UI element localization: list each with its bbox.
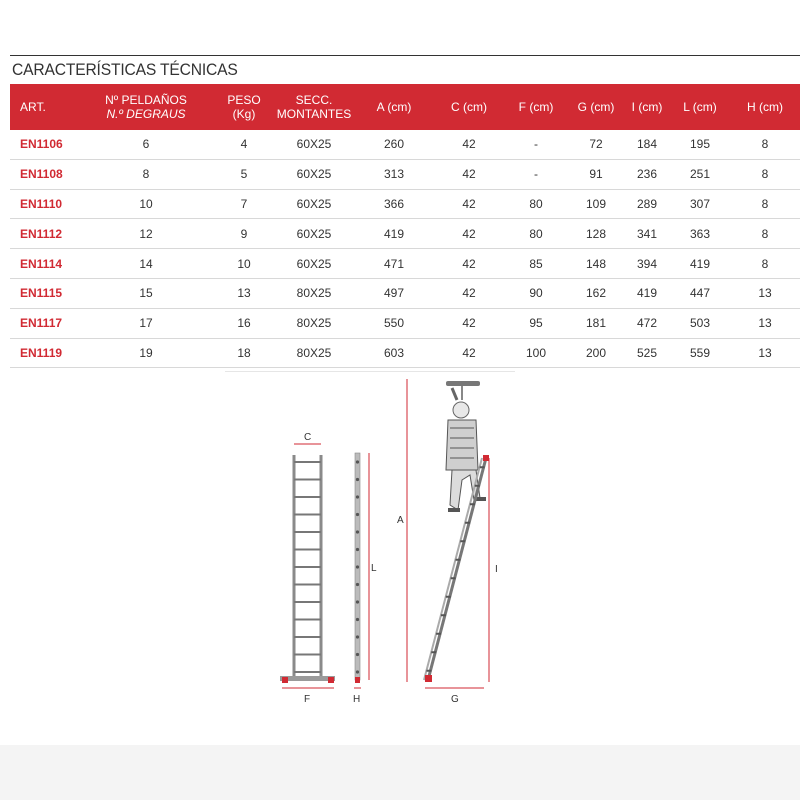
- cell-f: -: [504, 130, 568, 159]
- cell-l: 503: [670, 308, 730, 338]
- cell-h: 13: [730, 308, 800, 338]
- leaning-ladder-scene: [397, 379, 498, 705]
- cell-l: 559: [670, 338, 730, 368]
- col-i: I (cm): [624, 84, 670, 130]
- cell-secc: 60X25: [274, 130, 354, 159]
- cell-c: 42: [434, 249, 504, 279]
- side-rung-dot: [356, 600, 359, 603]
- cell-code: EN1106: [10, 130, 78, 159]
- ceiling-fixture: [446, 381, 480, 386]
- cell-f: 100: [504, 338, 568, 368]
- col-secc-label: SECC.: [295, 93, 333, 107]
- cell-code: EN1114: [10, 249, 78, 279]
- cell-peso: 13: [214, 278, 274, 308]
- bottom-band: [0, 745, 800, 800]
- cell-i: 341: [624, 219, 670, 249]
- page-title: CARACTERÍSTICAS TÉCNICAS: [12, 60, 238, 79]
- label-a: A: [397, 515, 404, 526]
- cell-f: 80: [504, 189, 568, 219]
- cell-c: 42: [434, 308, 504, 338]
- cell-peso: 9: [214, 219, 274, 249]
- side-rung-dot: [356, 583, 359, 586]
- cell-a: 366: [354, 189, 434, 219]
- side-rung-dot: [356, 635, 359, 638]
- cell-g: 148: [568, 249, 624, 279]
- cell-l: 363: [670, 219, 730, 249]
- cell-code: EN1115: [10, 278, 78, 308]
- cell-i: 525: [624, 338, 670, 368]
- cell-g: 72: [568, 130, 624, 159]
- side-view-ladder: [353, 453, 377, 705]
- col-secc-sub: MONTANTES: [276, 107, 352, 121]
- cell-a: 603: [354, 338, 434, 368]
- col-peso-label: PESO: [227, 93, 261, 107]
- cell-f: -: [504, 159, 568, 189]
- label-c: C: [304, 432, 312, 443]
- cell-h: 8: [730, 159, 800, 189]
- side-rung-dot: [356, 495, 359, 498]
- cell-code: EN1119: [10, 338, 78, 368]
- side-rung-dot: [356, 653, 359, 656]
- col-g: G (cm): [568, 84, 624, 130]
- cell-h: 13: [730, 278, 800, 308]
- cell-g: 128: [568, 219, 624, 249]
- col-a: A (cm): [354, 84, 434, 130]
- cell-code: EN1108: [10, 159, 78, 189]
- label-f: F: [304, 694, 311, 705]
- cell-i: 394: [624, 249, 670, 279]
- cell-code: EN1112: [10, 219, 78, 249]
- label-l: L: [371, 563, 377, 574]
- cell-c: 42: [434, 159, 504, 189]
- cell-peldanos: 12: [78, 219, 214, 249]
- cell-f: 90: [504, 278, 568, 308]
- foot-right: [328, 677, 334, 683]
- side-rung-dot: [356, 530, 359, 533]
- cell-l: 251: [670, 159, 730, 189]
- col-peldanos-label: Nº PELDAÑOS: [105, 93, 187, 107]
- cell-i: 236: [624, 159, 670, 189]
- cell-secc: 80X25: [274, 338, 354, 368]
- cell-l: 195: [670, 130, 730, 159]
- side-rung-dot: [356, 618, 359, 621]
- cell-l: 447: [670, 278, 730, 308]
- cell-peso: 5: [214, 159, 274, 189]
- side-rung-dot: [356, 670, 359, 673]
- cell-l: 307: [670, 189, 730, 219]
- cell-c: 42: [434, 278, 504, 308]
- cell-a: 313: [354, 159, 434, 189]
- cell-secc: 60X25: [274, 189, 354, 219]
- worker-arm-raised: [452, 388, 457, 400]
- front-view-ladder: [280, 432, 335, 705]
- cell-f: 80: [504, 219, 568, 249]
- cell-i: 184: [624, 130, 670, 159]
- cell-peldanos: 14: [78, 249, 214, 279]
- worker-head: [453, 402, 469, 418]
- cell-code: EN1117: [10, 308, 78, 338]
- cell-code: EN1110: [10, 189, 78, 219]
- cell-g: 109: [568, 189, 624, 219]
- cell-l: 419: [670, 249, 730, 279]
- cell-peso: 16: [214, 308, 274, 338]
- cell-secc: 60X25: [274, 219, 354, 249]
- cell-i: 472: [624, 308, 670, 338]
- cell-c: 42: [434, 189, 504, 219]
- cell-secc: 80X25: [274, 278, 354, 308]
- worker-figure: [446, 381, 486, 512]
- cell-g: 162: [568, 278, 624, 308]
- side-rung-dot: [356, 548, 359, 551]
- cell-peso: 18: [214, 338, 274, 368]
- cell-h: 8: [730, 219, 800, 249]
- cell-h: 8: [730, 249, 800, 279]
- cell-secc: 60X25: [274, 249, 354, 279]
- cell-c: 42: [434, 219, 504, 249]
- cell-peso: 7: [214, 189, 274, 219]
- cell-peldanos: 10: [78, 189, 214, 219]
- cell-g: 91: [568, 159, 624, 189]
- cell-secc: 60X25: [274, 159, 354, 189]
- side-rung-dot: [356, 565, 359, 568]
- col-h: H (cm): [730, 84, 800, 130]
- leaning-foot: [425, 675, 432, 682]
- cell-peldanos: 15: [78, 278, 214, 308]
- cell-h: 13: [730, 338, 800, 368]
- cell-h: 8: [730, 189, 800, 219]
- col-peso-unit: (Kg): [232, 107, 256, 121]
- cell-g: 181: [568, 308, 624, 338]
- cell-a: 550: [354, 308, 434, 338]
- label-i: I: [495, 564, 498, 575]
- cell-f: 85: [504, 249, 568, 279]
- cell-f: 95: [504, 308, 568, 338]
- label-h: H: [353, 694, 361, 705]
- cell-i: 419: [624, 278, 670, 308]
- col-art: ART.: [10, 84, 78, 130]
- foot-left: [282, 677, 288, 683]
- worker-foot-left: [448, 508, 460, 512]
- cell-i: 289: [624, 189, 670, 219]
- side-rung-dot: [356, 460, 359, 463]
- col-f: F (cm): [504, 84, 568, 130]
- cell-g: 200: [568, 338, 624, 368]
- col-l: L (cm): [670, 84, 730, 130]
- front-rungs: [294, 462, 321, 672]
- cell-peldanos: 6: [78, 130, 214, 159]
- label-g: G: [451, 694, 459, 705]
- cell-a: 260: [354, 130, 434, 159]
- cell-peldanos: 8: [78, 159, 214, 189]
- cell-a: 419: [354, 219, 434, 249]
- side-rung-dot: [356, 478, 359, 481]
- cell-h: 8: [730, 130, 800, 159]
- cell-c: 42: [434, 130, 504, 159]
- stabilizer-bar: [280, 676, 335, 681]
- cell-peldanos: 19: [78, 338, 214, 368]
- side-foot: [355, 677, 360, 683]
- cell-peso: 4: [214, 130, 274, 159]
- col-c: C (cm): [434, 84, 504, 130]
- cell-a: 497: [354, 278, 434, 308]
- cell-secc: 80X25: [274, 308, 354, 338]
- leaning-top-cap: [483, 455, 489, 461]
- cell-peso: 10: [214, 249, 274, 279]
- col-degraus-label: N.º DEGRAUS: [106, 107, 186, 121]
- side-rung-dot: [356, 513, 359, 516]
- cell-peldanos: 17: [78, 308, 214, 338]
- cell-c: 42: [434, 338, 504, 368]
- cell-a: 471: [354, 249, 434, 279]
